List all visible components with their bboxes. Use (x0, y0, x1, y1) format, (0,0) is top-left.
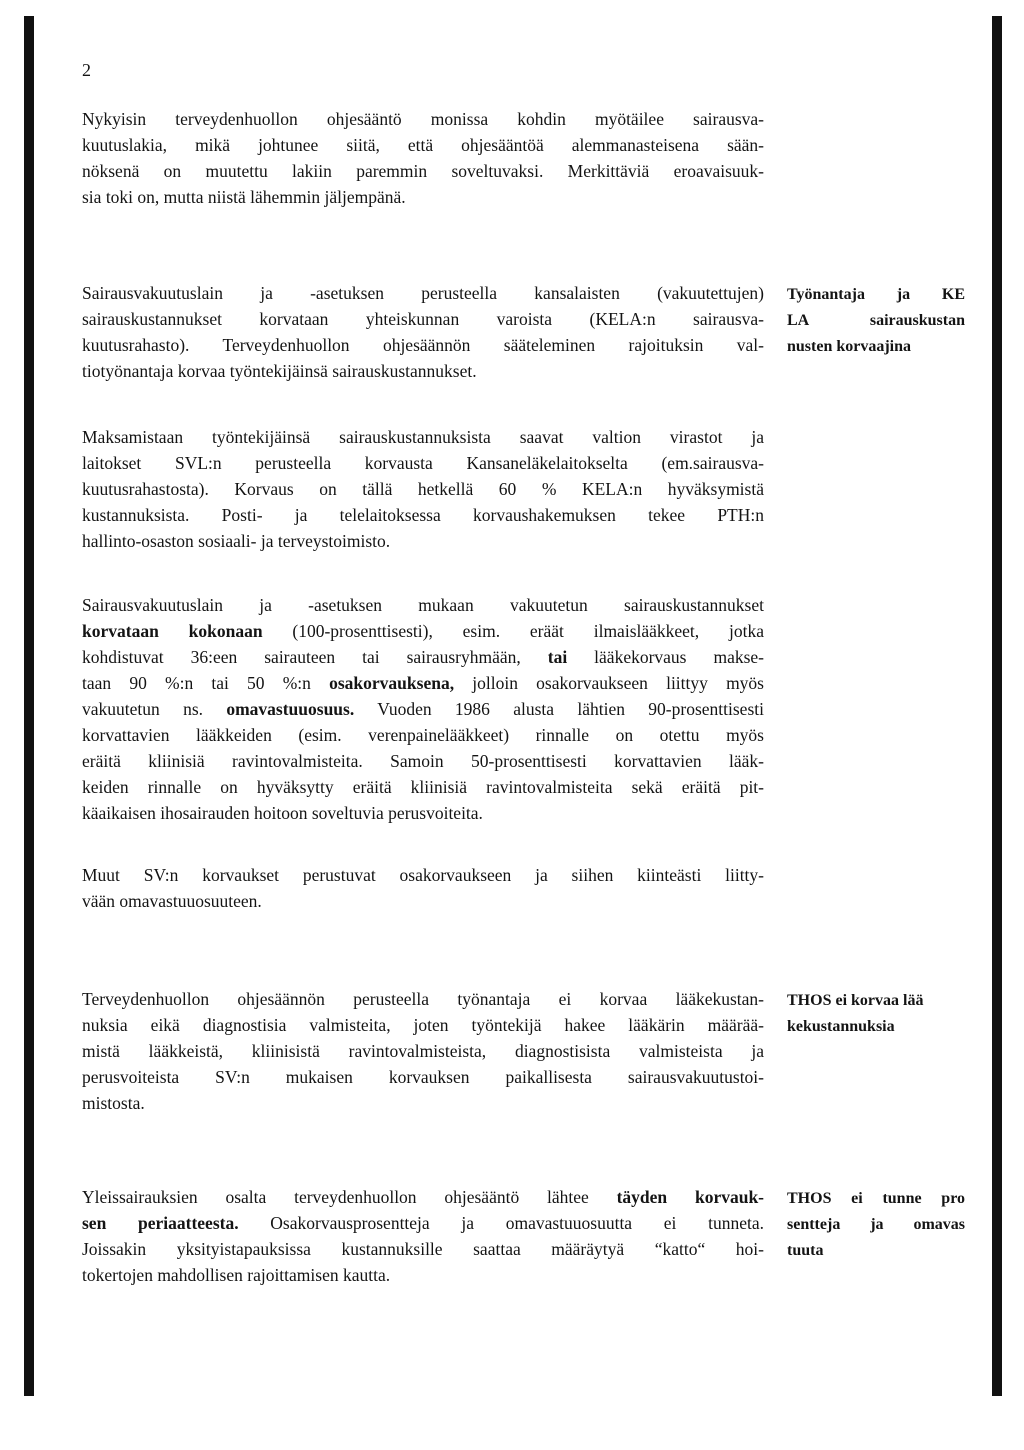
note-line: LA sairauskustan (787, 312, 965, 329)
text-line: perusvoiteista SV:n mukaisen korvauksen paikallisesta sairausvakuutustoi- (82, 1067, 764, 1087)
text-run: Osakorvausprosentteja ja omavastuuosuutta ei tunneta. (238, 1213, 764, 1233)
paragraph-6 (82, 986, 764, 1116)
text-run: Vuoden 1986 alusta lähtien 90-prosenttisesti (354, 699, 764, 719)
text-line (82, 1184, 764, 1210)
note-line: Työnantaja ja KE (787, 286, 965, 303)
text-line (82, 618, 764, 644)
note-line: THOS ei tunne pro (787, 1190, 965, 1207)
text-line: käaikaisen ihosairauden hoitoon soveltuvia perusvoiteita. (82, 803, 483, 823)
text-line: kuutusrahasto). Terveydenhuollon ohjesäännön sääteleminen rajoituksin val- (82, 335, 764, 355)
text-line: mistä lääkkeistä, kliinisistä ravintovalmisteista, diagnostisista valmisteista ja (82, 1041, 764, 1061)
text-run: kohdistuvat 36:een sairauteen tai sairausryhmään, (82, 647, 548, 667)
text-line: nöksenä on muutettu lakiin paremmin soveltuvaksi. Merkittäviä eroavaisuuk- (82, 161, 764, 181)
text-line: kuutuslakia, mikä johtunee siitä, että ohjesääntöä alemmanasteisena sään- (82, 135, 764, 155)
text-run: Yleissairauksien osalta terveydenhuollon ohjesääntö lähtee (82, 1187, 617, 1207)
paragraph-5 (82, 862, 764, 914)
text-line: kuutusrahastosta). Korvaus on tällä hetkellä 60 % KELA:n hyväksymistä (82, 479, 764, 499)
text-line: sia toki on, mutta niistä lähemmin jäljempänä. (82, 187, 406, 207)
note-line: THOS ei korvaa lää (787, 992, 924, 1009)
text-line: Nykyisin terveydenhuollon ohjesääntö monissa kohdin myötäilee sairausva- (82, 109, 764, 129)
text-line: Sairausvakuutuslain ja -asetuksen mukaan vakuutetun sairauskustannukset (82, 595, 764, 615)
note-line: tuuta (787, 1242, 824, 1259)
paragraph-2 (82, 280, 764, 384)
text-line: kustannuksista. Posti- ja telelaitoksessa korvaushakemuksen tekee PTH:n (82, 505, 764, 525)
text-line: Terveydenhuollon ohjesäännön perusteella työnantaja ei korvaa lääkekustan- (82, 989, 764, 1009)
paragraph-7 (82, 1184, 764, 1288)
text-line: vään omavastuuosuuteen. (82, 891, 262, 911)
paragraph-1 (82, 106, 764, 210)
text-line: tiotyönantaja korvaa työntekijäinsä sairauskustannukset. (82, 361, 477, 381)
text-line (82, 696, 764, 722)
bold-phrase: sen periaatteesta. (82, 1213, 239, 1233)
text-line: keiden rinnalle on hyväksytty eräitä kliinisiä ravintovalmisteita sekä eräitä pit- (82, 777, 764, 797)
bold-phrase: täyden korvauk- (616, 1187, 765, 1207)
text-line: Joissakin yksityistapauksissa kustannuksille saattaa määräytyä “katto“ hoi- (82, 1239, 764, 1259)
bold-phrase: tai (547, 647, 568, 667)
text-run: (100-prosenttisesti), esim. eräät ilmaislääkkeet, jotka (262, 621, 764, 641)
text-line: mistosta. (82, 1093, 145, 1113)
margin-note-employer (787, 282, 965, 360)
scan-edge-left (24, 16, 34, 1396)
text-line (82, 670, 764, 696)
margin-note-thos-percent (787, 1186, 965, 1264)
paragraph-3 (82, 424, 764, 554)
text-line: nuksia eikä diagnostisia valmisteita, joten työntekijä hakee lääkärin määrää- (82, 1015, 764, 1035)
note-line: sentteja ja omavas (787, 1216, 965, 1233)
text-line: eräitä kliinisiä ravintovalmisteita. Samoin 50-prosenttisesti korvattavien lääk- (82, 751, 764, 771)
margin-note-thos-medicine (787, 988, 965, 1040)
text-line: Sairausvakuutuslain ja -asetuksen perusteella kansalaisten (vakuutettujen) (82, 283, 764, 303)
text-line (82, 644, 764, 670)
text-line: hallinto-osaston sosiaali- ja terveystoimisto. (82, 531, 391, 551)
text-line: Muut SV:n korvaukset perustuvat osakorvaukseen ja siihen kiinteästi liitty- (82, 865, 764, 885)
note-line: nusten korvaajina (787, 338, 912, 355)
text-run: jolloin osakorvaukseen liittyy myös (454, 673, 764, 693)
text-run: taan 90 %:n tai 50 %:n (82, 673, 330, 693)
text-line: korvattavien lääkkeiden (esim. verenpainelääkkeet) rinnalle on otettu myös (82, 725, 764, 745)
paragraph-4 (82, 592, 764, 826)
scan-edge-right (992, 16, 1002, 1396)
text-line: Maksamistaan työntekijäinsä sairauskustannuksista saavat valtion virastot ja (82, 427, 764, 447)
bold-phrase: osakorvauksena, (329, 673, 455, 693)
text-run: lääkekorvaus makse- (567, 647, 764, 667)
bold-phrase: korvataan kokonaan (82, 621, 263, 641)
text-line: sairauskustannukset korvataan yhteiskunnan varoista (KELA:n sairausva- (82, 309, 764, 329)
text-line: tokertojen mahdollisen rajoittamisen kautta. (82, 1265, 391, 1285)
bold-phrase: omavastuuosuus. (226, 699, 355, 719)
text-line (82, 1210, 764, 1236)
text-run: vakuutetun ns. (82, 699, 227, 719)
text-line: laitokset SVL:n perusteella korvausta Kansaneläkelaitokselta (em.sairausva- (82, 453, 764, 473)
note-line: kekustannuksia (787, 1018, 895, 1035)
page-number: 2 (82, 60, 91, 80)
